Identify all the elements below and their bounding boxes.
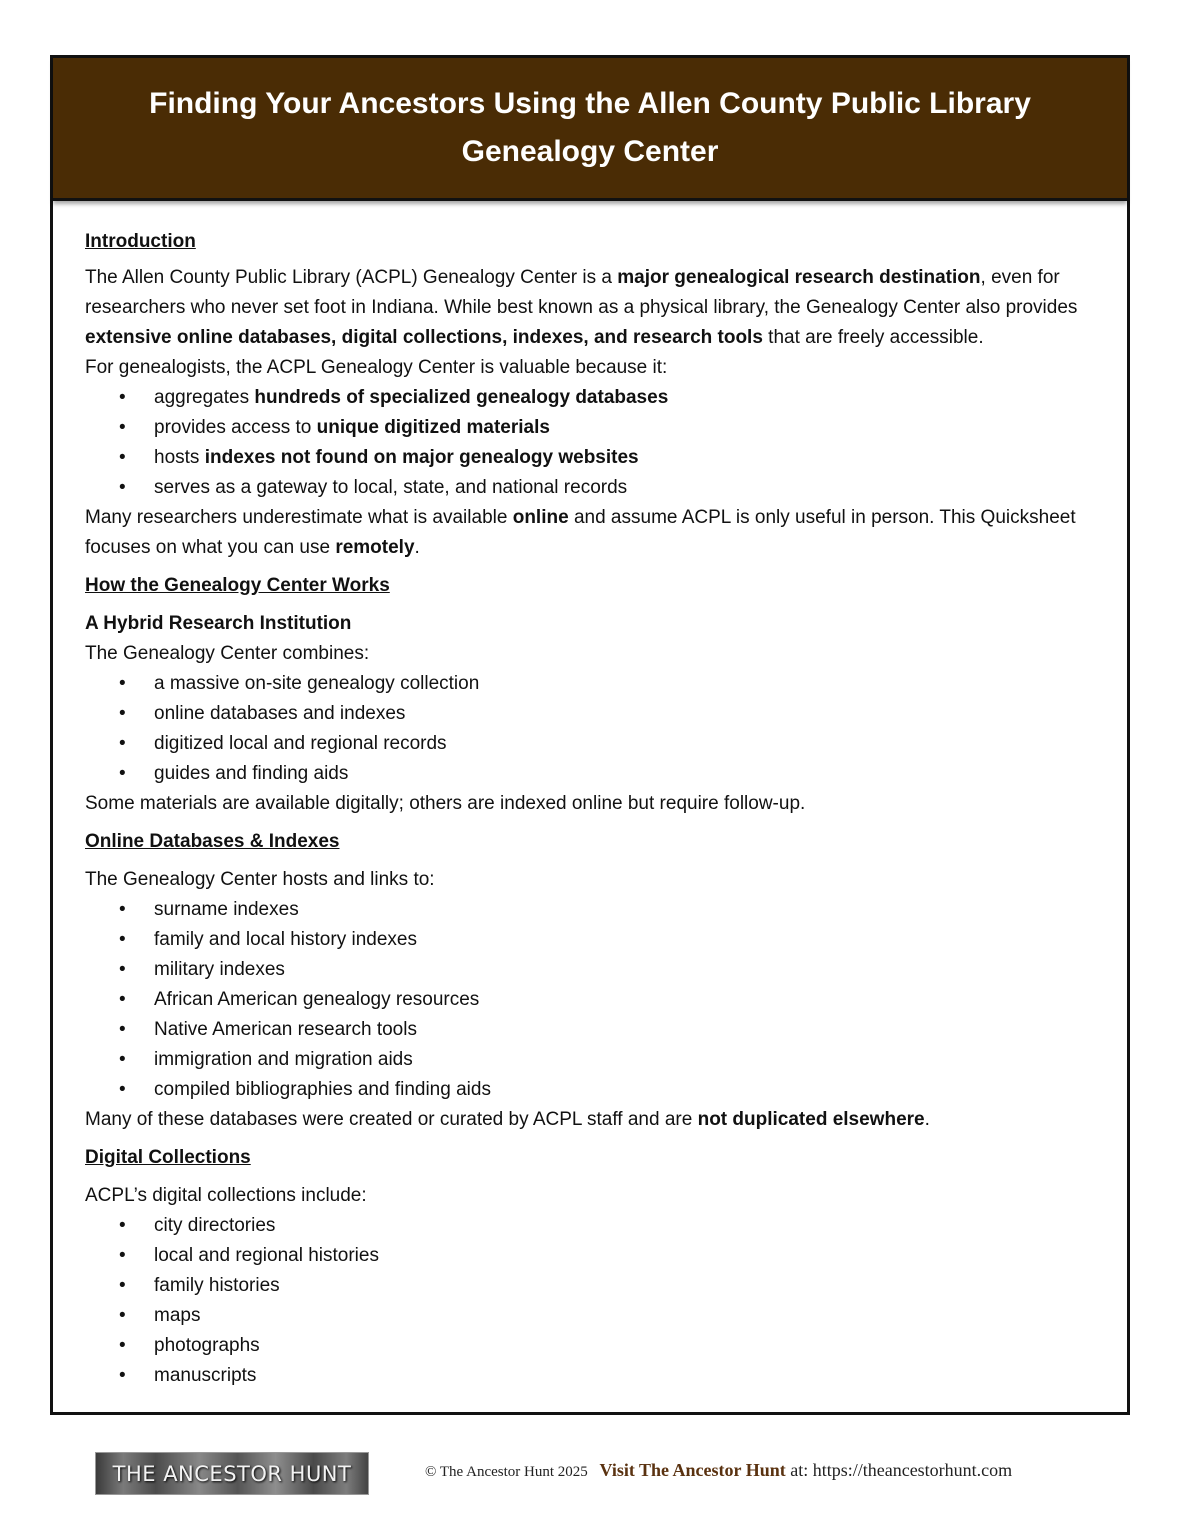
- list-item: • African American genealogy resources: [154, 985, 1093, 1015]
- bold-text: unique digitized materials: [316, 417, 550, 438]
- list-item: • compiled bibliographies and finding aids: [154, 1075, 1093, 1105]
- digital-lead: ACPL’s digital collections include:: [85, 1185, 367, 1206]
- intro-bullet-list: [85, 383, 1093, 503]
- list-item: • Native American research tools: [154, 1015, 1093, 1045]
- page-title: Finding Your Ancestors Using the Allen County Public Library Genealogy Center: [149, 87, 1031, 168]
- text-run: serves as a gateway to local, state, and national records: [154, 477, 628, 498]
- intro-lead: For genealogists, the ACPL Genealogy Center is valuable because it:: [85, 357, 668, 378]
- bold-text: extensive online databases, digital collections, indexes, and research tools: [85, 327, 763, 348]
- bold-text: remotely: [335, 537, 415, 558]
- text-run: provides access to: [154, 417, 317, 438]
- visit-label: Visit The Ancestor Hunt: [599, 1460, 786, 1480]
- databases-bullet-list: [85, 895, 1093, 1105]
- bold-text: hundreds of specialized genealogy databases: [254, 387, 669, 408]
- text-run: Many researchers underestimate what is available: [85, 507, 513, 528]
- list-item: • photographs: [154, 1331, 1093, 1361]
- list-item: • immigration and migration aids: [154, 1045, 1093, 1075]
- logo-text: THE ANCESTOR HUNT: [112, 1461, 352, 1486]
- section-heading-databases: Online Databases & Indexes: [85, 831, 340, 852]
- text-run: The Allen County Public Library (ACPL) Genealogy Center is a: [85, 267, 618, 288]
- text-run: hosts: [154, 447, 205, 468]
- document-frame: [50, 55, 1130, 1415]
- list-item: • family and local history indexes: [154, 925, 1093, 955]
- databases-closing: [85, 1105, 1093, 1135]
- bold-text: not duplicated elsewhere: [697, 1109, 925, 1130]
- bold-text: indexes not found on major genealogy websites: [204, 447, 639, 468]
- list-item: • city directories: [154, 1211, 1093, 1241]
- website-link[interactable]: at: https://theancestorhunt.com: [785, 1460, 1013, 1480]
- text-run: .: [414, 537, 420, 558]
- text-run: aggregates: [154, 387, 255, 408]
- text-run: that are freely accessible.: [762, 327, 984, 348]
- list-item: • a massive on-site genealogy collection: [154, 669, 1093, 699]
- text-run: , even for researchers who never set foot in Indiana. While best known as a physical library, the Genealogy Center also provides: [85, 267, 1078, 318]
- ancestor-hunt-logo: [95, 1452, 369, 1495]
- intro-closing: [85, 503, 1093, 563]
- title-banner: [53, 58, 1127, 201]
- page-footer: [0, 1450, 1187, 1500]
- how-closing: Some materials are available digitally; others are indexed online but require follow-up.: [85, 793, 806, 814]
- copyright-text: © The Ancestor Hunt 2025: [425, 1464, 588, 1480]
- list-item: • military indexes: [154, 955, 1093, 985]
- text-run: Many of these databases were created or curated by ACPL staff and are: [85, 1109, 698, 1130]
- digital-bullet-list: [85, 1211, 1093, 1391]
- list-item: • guides and finding aids: [154, 759, 1093, 789]
- document-body: [53, 201, 1127, 1391]
- section-heading-how: How the Genealogy Center Works: [85, 575, 390, 596]
- list-item: • family histories: [154, 1271, 1093, 1301]
- list-item: • online databases and indexes: [154, 699, 1093, 729]
- text-run: .: [924, 1109, 930, 1130]
- footer-text: [425, 1460, 1012, 1481]
- text-run: and assume ACPL is only useful in person. This Quicksheet focuses on what you can use: [85, 507, 1076, 558]
- list-item: • digitized local and regional records: [154, 729, 1093, 759]
- list-item: [154, 413, 1093, 443]
- list-item: [154, 443, 1093, 473]
- list-item: [154, 473, 1093, 503]
- list-item: • manuscripts: [154, 1361, 1093, 1391]
- bold-text: online: [512, 507, 569, 528]
- list-item: [154, 383, 1093, 413]
- list-item: • maps: [154, 1301, 1093, 1331]
- databases-lead: The Genealogy Center hosts and links to:: [85, 869, 435, 890]
- section-heading-introduction: Introduction: [85, 231, 196, 252]
- intro-paragraph: [85, 263, 1093, 353]
- list-item: • local and regional histories: [154, 1241, 1093, 1271]
- list-item: • surname indexes: [154, 895, 1093, 925]
- subheading-hybrid: A Hybrid Research Institution: [85, 613, 352, 634]
- section-heading-digital: Digital Collections: [85, 1147, 251, 1168]
- how-lead: The Genealogy Center combines:: [85, 643, 370, 664]
- how-bullet-list: [85, 669, 1093, 789]
- bold-text: major genealogical research destination: [617, 267, 981, 288]
